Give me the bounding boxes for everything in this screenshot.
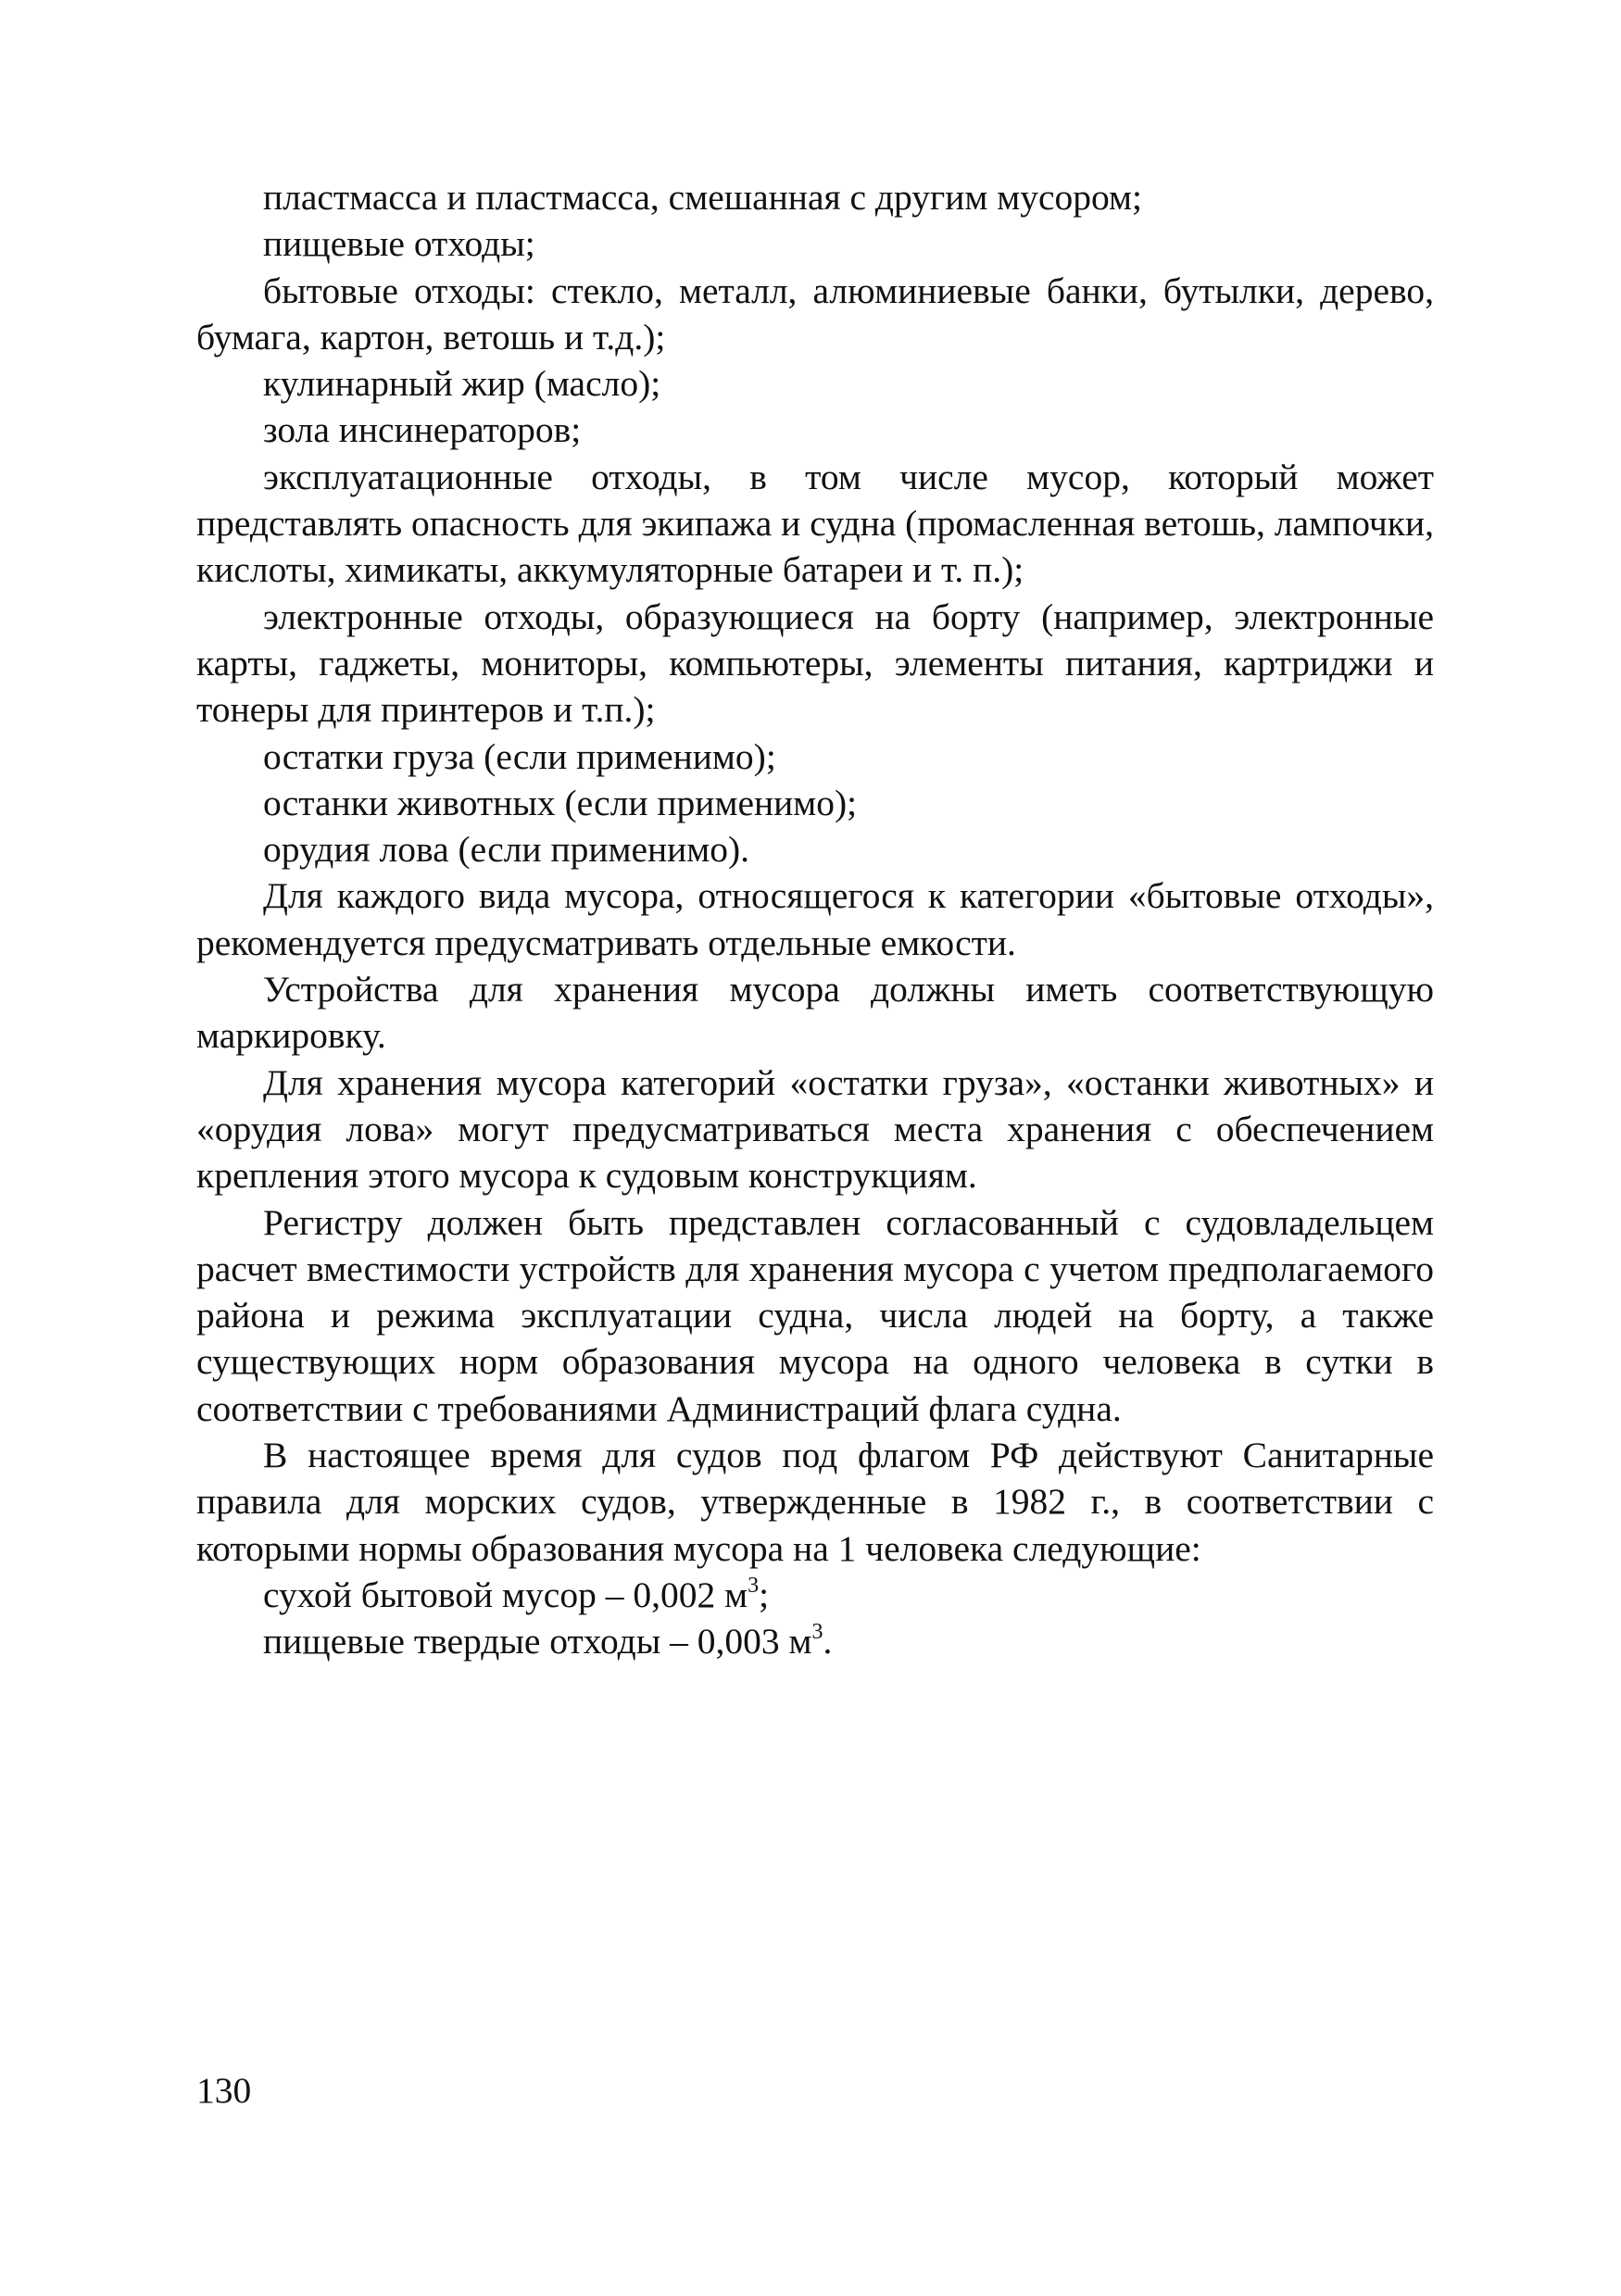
paragraph-capacity-calculation: Регистру должен быть представлен согласованный с судовладельцем расчет вместимости устройств для хранения мусора с учетом предполагаемого района и режима эксплуатации судна, числа людей на борту, а также существующих норм образования мусора на одного человека в сутки в соответствии с требованиями Администраций флага судна. — [196, 1201, 1434, 1429]
list-item-fishing-gear: орудия лова (если применимо). — [263, 829, 750, 871]
paragraph-storage-places: Для хранения мусора категорий «остатки груза», «останки животных» и «орудия лова» могут предусматриваться места хранения с обеспечением крепления этого мусора к судовым конструкциям. — [196, 1061, 1434, 1197]
list-item-incinerator-ash: зола инсинераторов; — [263, 409, 582, 451]
norm-dry-waste-text: сухой бытовой мусор – 0,002 м — [263, 1574, 748, 1615]
list-item-electronic-waste: электронные отходы, образующиеся на борту (например, электронные карты, гаджеты, мониторы, компьютеры, элементы питания, картриджи и тонеры для принтеров и т.п.); — [196, 596, 1434, 731]
page-body — [196, 174, 1434, 1665]
paragraph-marking: Устройства для хранения мусора должны иметь соответствующую маркировку. — [196, 969, 1434, 1057]
list-item-animal-carcasses: останки животных (если применимо); — [263, 782, 858, 823]
list-item-domestic-waste: бытовые отходы: стекло, металл, алюминиевые банки, бутылки, дерево, бумага, картон, ветошь и т.д.); — [196, 270, 1434, 358]
norm-dry-waste-end: ; — [759, 1574, 770, 1615]
page-number: 130 — [196, 2070, 252, 2111]
list-item-plastic: пластмасса и пластмасса, смешанная с другим мусором; — [263, 177, 1142, 218]
list-item-operational-waste: эксплуатационные отходы, в том числе мусор, который может представлять опасность для экипажа и судна (промасленная ветошь, лампочки, кислоты, химикаты, аккумуляторные батареи и т. п.); — [196, 456, 1434, 591]
norm-food-waste-end: . — [823, 1621, 833, 1662]
norm-food-waste-exponent: 3 — [811, 1620, 823, 1645]
list-item-cargo-residues: остатки груза (если применимо); — [263, 735, 776, 777]
list-item-cooking-oil: кулинарный жир (масло); — [263, 363, 661, 405]
norm-dry-waste — [196, 1572, 1434, 1618]
list-item-food-waste: пищевые отходы; — [263, 223, 535, 265]
norm-dry-waste-exponent: 3 — [748, 1573, 760, 1598]
paragraph-sanitary-rules: В настоящее время для судов под флагом РФ действуют Санитарные правила для морских судов, утвержденные в 1982 г., в соответствии с которыми нормы образования мусора на 1 человека следующие: — [196, 1435, 1434, 1569]
norm-food-waste — [196, 1618, 1434, 1664]
norm-food-waste-text: пищевые твердые отходы – 0,003 м — [263, 1621, 812, 1662]
paragraph-separate-containers: Для каждого вида мусора, относящегося к категории «бытовые отходы», рекомендуется предусматривать отдельные емкости. — [196, 875, 1434, 963]
